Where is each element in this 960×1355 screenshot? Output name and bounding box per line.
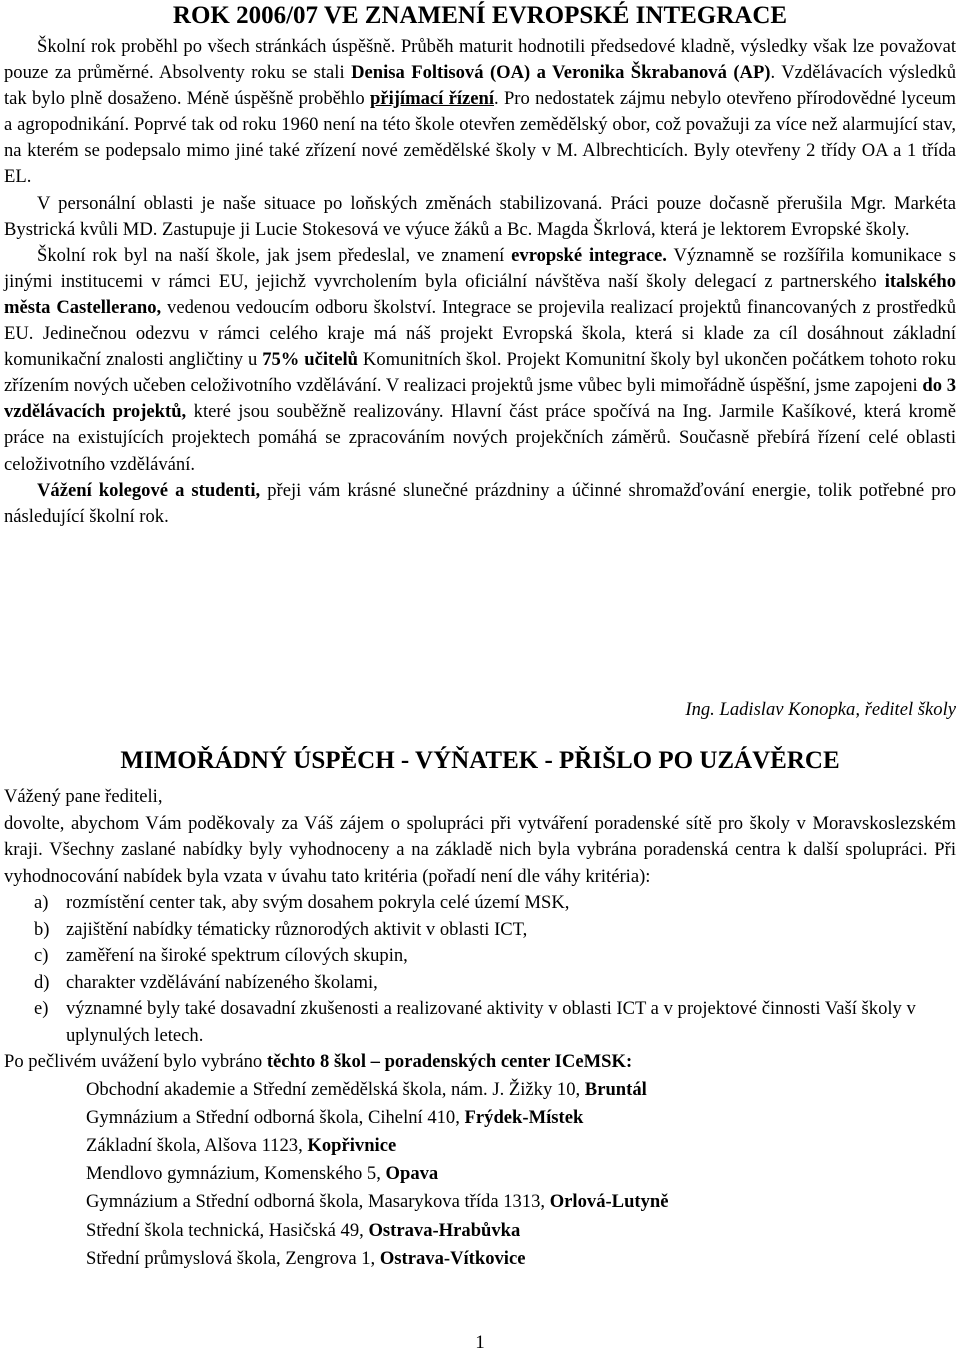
list-marker: a) bbox=[34, 892, 49, 913]
letter-body bbox=[4, 784, 956, 1273]
school-item bbox=[4, 1160, 956, 1188]
school-city: Bruntál bbox=[584, 1078, 647, 1100]
bold-text: do 3 vzdělávacích projektů, bbox=[4, 375, 956, 423]
bold-text: těchto 8 škol – poradenských center ICeMSK: bbox=[266, 1051, 633, 1072]
paragraph bbox=[4, 478, 956, 530]
list-marker: e) bbox=[34, 998, 49, 1019]
text-run: . Vzdělávacích výsledků tak bylo plně dosaženo. Méně úspěšně proběhlo bbox=[4, 62, 956, 110]
bold-text: italského města Castellerano, bbox=[4, 270, 956, 318]
text-run: Školní rok proběhl po všech stránkách úspěšně. Průběh maturit hodnotili předsedové kladně, výsledky však lze považovat pouze za průměrné. Absolventy roku se stali bbox=[4, 36, 956, 84]
school-city: Ostrava-Vítkovice bbox=[379, 1247, 526, 1269]
text-run: vedenou vedoucím odboru školství. Integrace se projevila realizací projektů financovaných z prostředků EU. Jedinečnou odezvu v rámci celého kraje má náš projekt Evropská škola, která si klade za cíl dosáhnout základní komunikační znalosti angličtiny u bbox=[4, 296, 956, 371]
paragraph bbox=[4, 243, 956, 478]
school-item bbox=[4, 1132, 956, 1160]
underlined-bold-text: přijímací řízení bbox=[369, 88, 495, 110]
text-run: . Pro nedostatek zájmu nebylo otevřeno přírodovědné lyceum a agropodnikání. Poprvé tak od roku 1960 není na této škole otevřen zemědělský obor, což považuji za více než alarmující stav, na kterém se podepsalo mimo jiné také zřízení nové zemědělské školy v M. Albrechticích. Byly otevřeny 2 třídy OA a 1 třída EL. bbox=[4, 88, 957, 188]
school-name: Gymnázium a Střední odborná škola, Masarykova třída 1313, bbox=[86, 1191, 550, 1213]
salutation: Vážený pane řediteli, bbox=[4, 786, 163, 807]
list-item-text: zajištění nabídky tématicky různorodých aktivit v oblasti ICT, bbox=[66, 918, 528, 940]
list-marker: b) bbox=[34, 918, 50, 940]
bold-text: Vážení kolegové a studenti, bbox=[37, 479, 261, 501]
school-name: Obchodní akademie a Střední zemědělská škola, nám. J. Žižky 10, bbox=[86, 1078, 585, 1100]
list-item bbox=[4, 917, 956, 944]
criteria-list bbox=[4, 890, 956, 1049]
text-run: Po pečlivém uvážení bylo vybráno bbox=[4, 1051, 267, 1072]
text-run: které jsou souběžně realizovány. Hlavní část práce spočívá na Ing. Jarmile Kašíkové, která kromě práce na existujících projektech pomáhá se zpracováním nových projekčních záměrů. Současně přebírá řízení celé oblasti celoživotního vzdělávání. bbox=[4, 401, 956, 475]
bold-text: (OA) a Veronika Škrabanová (AP) bbox=[489, 62, 771, 84]
school-city: Orlová-Lutyně bbox=[549, 1191, 669, 1213]
school-item bbox=[4, 1104, 956, 1132]
school-item bbox=[4, 1245, 956, 1273]
text-run: přeji vám krásné slunečné prázdniny a účinné shromažďování energie, tolik potřebné pro následující školní rok. bbox=[4, 479, 956, 527]
text-run: Komunitních škol. Projekt Komunitní školy byl ukončen počátkem tohoto roku zřízením nových učeben celoživotního vzdělávání. V realizaci projektů jsme vůbec byli mimořádně úspěšní, jsme zapojeni bbox=[4, 349, 956, 397]
school-city: Kopřivnice bbox=[307, 1134, 397, 1156]
list-item bbox=[4, 943, 956, 970]
text-run: Školní rok byl na naší škole, jak jsem předeslal, ve znamení bbox=[37, 244, 512, 266]
list-item-text: rozmístění center tak, aby svým dosahem pokryla celé území MSK, bbox=[66, 892, 570, 913]
school-city: Frýdek-Místek bbox=[464, 1106, 584, 1128]
bold-text: Denisa Foltisová bbox=[351, 62, 484, 84]
section-title: ROK 2006/07 VE ZNAMENÍ EVROPSKÉ INTEGRACE bbox=[172, 2, 788, 29]
school-item bbox=[4, 1217, 956, 1245]
paragraph: dovolte, abychom Vám poděkovaly za Váš zájem o spolupráci při vytváření poradenské sítě pro školy v Moravskoslezském kraji. Všechny zaslané nabídky byly vyhodnoceny a na základě nich byla vybrána poradenská centra k další spolupráci. Při vyhodnocování nabídek byla vzata v úvahu tato kritéria (pořadí není dle váhy kritéria): bbox=[4, 812, 956, 887]
school-name: Střední škola technická, Hasičská 49, bbox=[86, 1219, 369, 1241]
text-run: Významně se rozšířila komunikace s jinými institucemi v rámci EU, jejichž vyvrcholením byla oficiální návštěva naší školy delegací z partnerského bbox=[4, 244, 956, 292]
list-item-text: zaměření na široké spektrum cílových skupin, bbox=[66, 945, 408, 966]
list-item bbox=[4, 970, 956, 997]
school-name: Mendlovo gymnázium, Komenského 5, bbox=[86, 1163, 386, 1185]
bold-text: evropské integrace. bbox=[511, 244, 667, 266]
school-city: Ostrava-Hrabůvka bbox=[368, 1219, 521, 1241]
paragraph bbox=[4, 1049, 956, 1076]
school-name: Základní škola, Alšova 1123, bbox=[86, 1134, 308, 1156]
school-item bbox=[4, 1188, 956, 1216]
paragraph bbox=[4, 34, 956, 191]
school-name: Gymnázium a Střední odborná škola, Cihelní 410, bbox=[86, 1106, 465, 1128]
school-item bbox=[4, 1076, 956, 1104]
list-item-text: charakter vzdělávání nabízeného školami, bbox=[66, 971, 378, 993]
signature: Ing. Ladislav Konopka, ředitel školy bbox=[685, 699, 956, 720]
list-item bbox=[4, 890, 956, 917]
school-name: Střední průmyslová škola, Zengrova 1, bbox=[86, 1247, 380, 1269]
section-title: MIMOŘÁDNÝ ÚSPĚCH - VÝŇATEK - PŘIŠLO PO UZÁVĚRCE bbox=[120, 747, 840, 774]
school-city: Opava bbox=[385, 1163, 439, 1185]
list-item bbox=[4, 996, 956, 1049]
section-body bbox=[4, 34, 956, 530]
school-list bbox=[4, 1076, 956, 1273]
list-marker: c) bbox=[34, 945, 49, 966]
list-marker: d) bbox=[34, 971, 50, 993]
paragraph: V personální oblasti je naše situace po loňských změnách stabilizovaná. Práci pouze dočasně přerušila Mgr. Markéta Bystrická kvůli MD. Zastupuje ji Lucie Stokesová ve výuce žáků a Bc. Magda Škrlová, která je lektorem Evropské školy. bbox=[4, 192, 956, 240]
bold-text: 75% učitelů bbox=[262, 349, 358, 371]
list-item-text: významné byly také dosavadní zkušenosti a realizované aktivity v oblasti ICT a v projektové činnosti Vaší školy v uplynulých letech. bbox=[66, 998, 916, 1046]
page-number: 1 bbox=[475, 1332, 485, 1353]
